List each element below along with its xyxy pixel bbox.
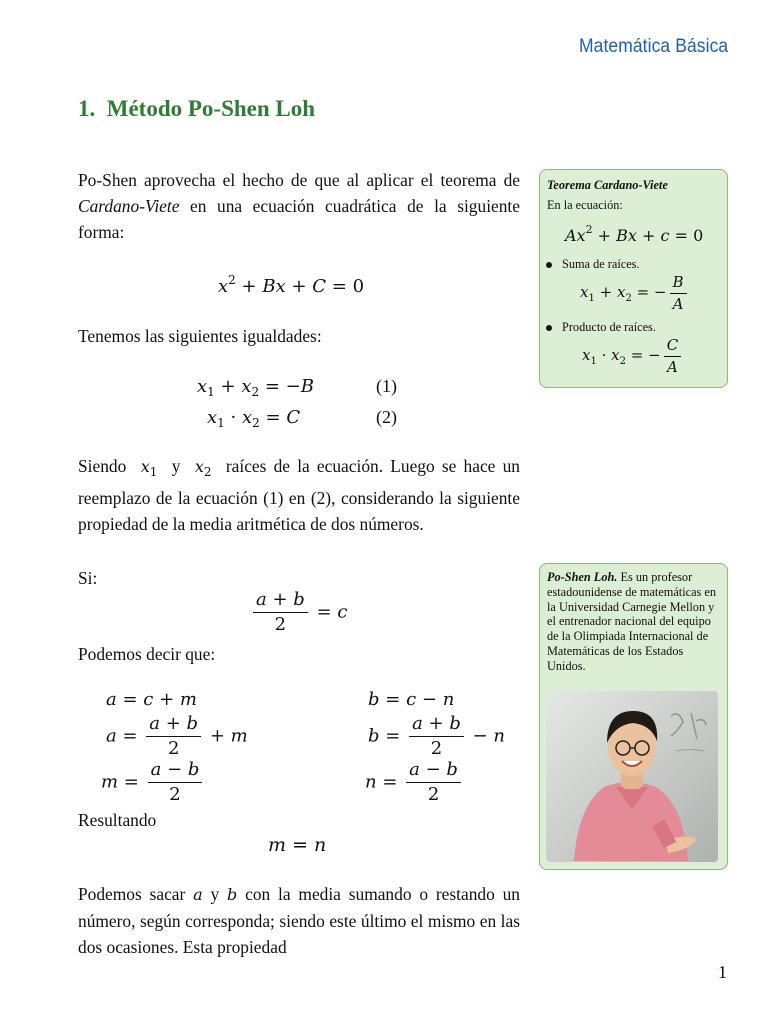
equation-b-mean: b = $\frac{a + b}{2}$ − n [368, 713, 506, 759]
paragraph-text: Podemos sacar [78, 884, 194, 904]
equation-number-2: (2) [376, 407, 397, 427]
paragraph-resultando: Resultando [78, 810, 157, 830]
paragraph-text: en una ecuación cuadrática de la siguiente forma: [78, 196, 520, 242]
paragraph-intro [78, 167, 520, 245]
equation-number-1: (1) [376, 376, 397, 396]
paragraph-text: con la media sumando o restando un número, según corresponda; siendo este último el mismo en las dos ocasiones. Esta propiedad [78, 884, 520, 957]
sidebar-bio [547, 570, 719, 674]
bullet-icon [546, 325, 552, 331]
portrait-photo [546, 691, 718, 862]
sidebar-equation-general: Ax$^2$ + Bx + c = 0 [565, 223, 704, 245]
sidebar-equation-product: $x_1 \cdot x_2$ = − $\frac{C}{A}$ [582, 337, 684, 375]
bullet-label: Suma de raíces. [562, 257, 640, 271]
paragraph-text: y [171, 456, 181, 476]
paragraph-igualdades: Tenemos las siguientes igualdades: [78, 326, 322, 346]
running-header: Matemática Básica [578, 36, 728, 57]
page-number: 1 [718, 962, 727, 982]
equation-b-def: b = c − n [368, 689, 455, 710]
sidebar-equation-sum: $x_1 + x_2$ = − $\frac{B}{A}$ [580, 274, 690, 312]
bio-text: Es un profesor estadounidense de matemáticas en la Universidad Carnegie Mellon y el entrenador nacional del equipo de la Olimpiada Internacional de Matemáticas de los Estados Unidos. [547, 570, 717, 673]
equation-n: n = $\frac{a - b}{2}$ [365, 760, 464, 805]
label-si: Si: [78, 568, 98, 588]
equation-mean: $\frac{a + b}{2}$ = c [250, 590, 347, 635]
equation-a-def: a = c + m [106, 689, 197, 710]
sidebar-bullet-sum [546, 257, 640, 272]
equation-1: $x_1 + x_2 = -B$ (1) [197, 376, 397, 399]
section-number: 1. [78, 96, 96, 121]
equation-a-mean: a = $\frac{a + b}{2}$ + m [106, 713, 248, 759]
equation-system [197, 374, 407, 436]
sidebar-cardano-viete [539, 169, 728, 388]
paragraph-text: y [202, 884, 228, 904]
paragraph-text: Po-Shen aprovecha el hecho de que al aplicar el teorema de [78, 170, 520, 190]
equation-2: $x_1 \cdot x_2 = C$ (2) [207, 407, 397, 430]
sidebar-bullet-product [546, 320, 656, 335]
paragraph-conclusion: Podemos sacar a y b con la media sumando o restando un número, según corresponda; siendo este último el mismo en las dos ocasiones. Esta propiedad [78, 884, 520, 957]
portrait-illustration [546, 691, 718, 862]
section-title [78, 96, 315, 122]
paragraph-text: raíces de la ecuación. Luego se hace un reemplazo de la ecuación (1) en (2), considerando la siguiente propiedad de la media aritmética de dos números. [78, 456, 520, 534]
equation-m-equals-n: m = n [268, 834, 327, 856]
paragraph-text: Siendo [78, 456, 127, 476]
bio-name: Po-Shen Loh. [547, 570, 618, 584]
bullet-icon [546, 262, 552, 268]
cardano-viete-italic: Cardano-Viete [78, 196, 180, 216]
paragraph-siendo: Siendo $x_1$ y $x_2$ raíces de la ecuación. Luego se hace un reemplazo de la ecuación (1) en (2), considerando la siguiente propiedad de la media aritmética de dos números. [78, 456, 520, 534]
equation-quadratic: $x^2 + Bx + C = 0$ [218, 273, 365, 297]
bullet-label: Producto de raíces. [562, 320, 656, 334]
paragraph-podemos: Podemos decir que: [78, 644, 216, 664]
sidebar-title: Teorema Cardano-Viete [547, 178, 668, 192]
section-title-text: Método Po-Shen Loh [106, 96, 316, 121]
equation-m: m = $\frac{a - b}{2}$ [101, 760, 205, 805]
sidebar-intro: En la ecuación: [547, 198, 623, 212]
